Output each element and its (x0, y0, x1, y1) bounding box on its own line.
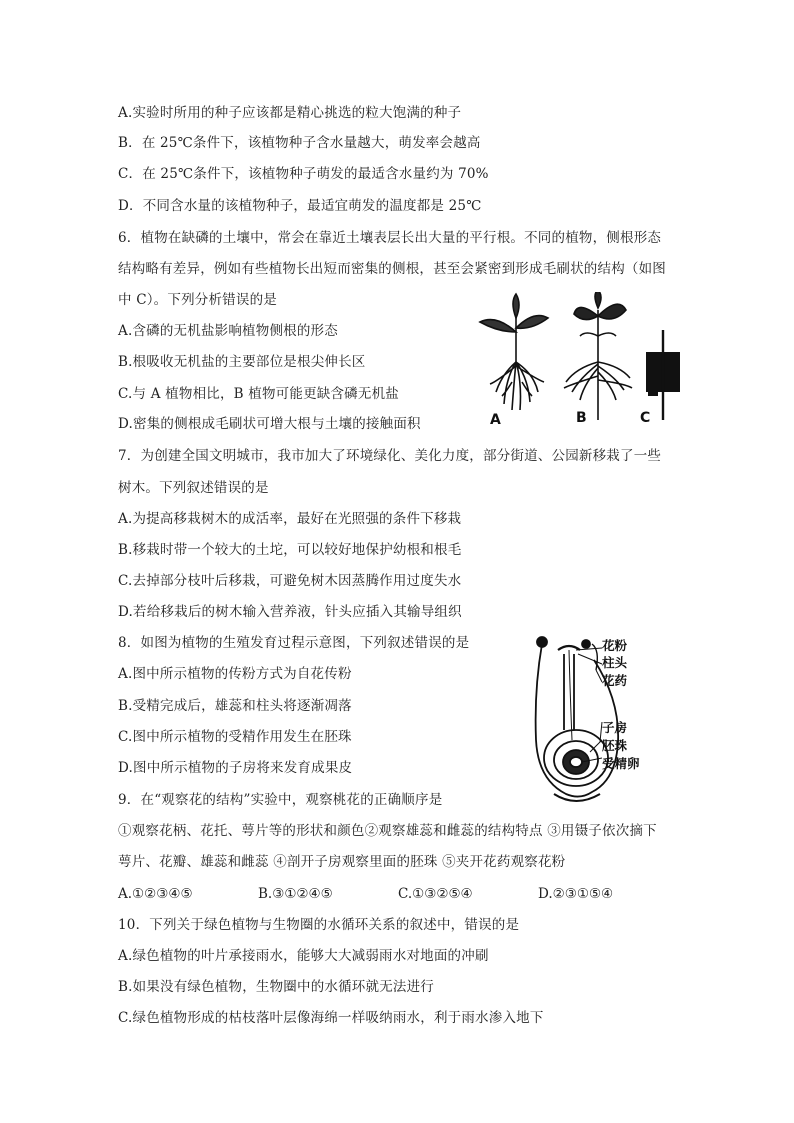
q10-option-b: B.如果没有绿色植物，生物圈中的水循环就无法进行 (118, 979, 435, 995)
q6-stem-line-2: 结构略有差异，例如有些植物长出短而密集的侧根，甚至会紧密到形成毛刷状的结构（如图 (118, 261, 666, 277)
q6-option-a: A.含磷的无机盐影响植物侧根的形态 (118, 323, 338, 339)
q6-option-b: B.根吸收无机盐的主要部位是根尖伸长区 (118, 354, 366, 370)
q7-stem-line-1: 7．为创建全国文明城市，我市加大了环境绿化、美化力度，部分街道、公园新移栽了一些 (118, 448, 662, 464)
q6-stem-line-3: 中 C）。下列分析错误的是 (118, 292, 277, 308)
fig-label-ovary: 子房 (602, 720, 628, 735)
q8-option-d: D.图中所示植物的子房将来发育成果皮 (118, 760, 353, 776)
pistil-drawing (520, 630, 670, 806)
fig-label-zygote: 受精卵 (602, 756, 640, 771)
q7-option-c: C.去掉部分枝叶后移栽，可避免树木因蒸腾作用过度失水 (118, 573, 462, 589)
q5-option-d: D．不同含水量的该植物种子，最适宜萌发的温度都是 25℃ (118, 198, 482, 214)
fig-label-anther: 花药 (602, 673, 628, 688)
q9-option-b: B.③①②④⑤ (258, 886, 333, 902)
q9-steps-line-2: 萼片、花瓣、雄蕊和雌蕊 ④剖开子房观察里面的胚珠 ⑤夹开花药观察花粉 (118, 854, 566, 870)
q7-option-b: B.移栽时带一个较大的土坨，可以较好地保护幼根和根毛 (118, 542, 462, 558)
pistil-figure (520, 630, 670, 806)
q10-stem: 10．下列关于绿色植物与生物圈的水循环关系的叙述中，错误的是 (118, 917, 520, 933)
q5-option-a: A.实验时所用的种子应该都是精心挑选的粒大饱满的种子 (118, 105, 462, 121)
q10-option-a: A.绿色植物的叶片承接雨水，能够大大减弱雨水对地面的冲刷 (118, 948, 489, 964)
fig-label-a: A (490, 412, 501, 428)
q7-stem-line-2: 树木。下列叙述错误的是 (118, 480, 269, 496)
q5-option-c: C．在 25℃条件下，该植物种子萌发的最适含水量约为 70% (118, 166, 489, 182)
plant-c-drawing (646, 330, 680, 420)
root-figure (476, 292, 688, 432)
q6-option-d: D.密集的侧根成毛刷状可增大根与土壤的接触面积 (118, 416, 421, 432)
fig-label-ovule: 胚珠 (602, 738, 628, 753)
fig-label-c: C (640, 410, 651, 426)
q8-option-c: C.图中所示植物的受精作用发生在胚珠 (118, 729, 352, 745)
q8-stem: 8．如图为植物的生殖发育过程示意图，下列叙述错误的是 (118, 635, 470, 651)
q8-option-a: A.图中所示植物的传粉方式为自花传粉 (118, 666, 352, 682)
q6-stem-line-1: 6．植物在缺磷的土壤中，常会在靠近土壤表层长出大量的平行根。不同的植物，侧根形态 (118, 230, 662, 246)
q7-option-a: A.为提高移栽树木的成活率，最好在光照强的条件下移栽 (118, 511, 462, 527)
q7-option-d: D.若给移栽后的树木输入营养液，针头应插入其输导组织 (118, 604, 462, 620)
q9-steps-line-1: ①观察花柄、花托、萼片等的形状和颜色②观察雄蕊和雌蕊的结构特点 ③用镊子依次摘下 (118, 823, 657, 839)
fig-label-stigma: 柱头 (602, 655, 628, 670)
q9-option-a: A.①②③④⑤ (118, 886, 193, 902)
q10-option-c: C.绿色植物形成的枯枝落叶层像海绵一样吸纳雨水，利于雨水渗入地下 (118, 1010, 544, 1026)
q5-option-b: B．在 25℃条件下，该植物种子含水量越大，萌发率会越高 (118, 135, 481, 151)
q9-stem: 9．在“观察花的结构”实验中，观察桃花的正确顺序是 (118, 792, 443, 808)
fig-label-b: B (576, 410, 587, 426)
q9-option-c: C.①③②⑤④ (398, 886, 473, 902)
q9-option-d: D.②③①⑤④ (538, 886, 614, 902)
q8-option-b: B.受精完成后，雄蕊和柱头将逐渐凋落 (118, 698, 352, 714)
q6-option-c: C.与 A 植物相比，B 植物可能更缺含磷无机盐 (118, 386, 399, 402)
fig-label-pollen: 花粉 (602, 638, 628, 653)
